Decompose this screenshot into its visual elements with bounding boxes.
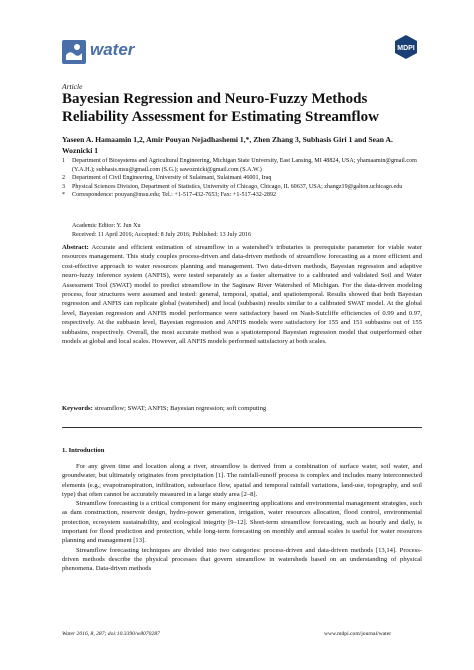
journal-logo-icon xyxy=(62,40,86,64)
article-type: Article xyxy=(62,82,83,91)
paragraph: For any given time and location along a river, streamflow is derived from a combination of surface water, soil water, and groundwater, but ultimately originates from precipitation [1]. The rainfall-runoff process is complex and includes many interconnected elements (e.g., evapotranspiration, infiltration, subsurface flow, spatial and temporal rainfall variations, land-use, topography, and soil type) that often cannot be accurately measured in a large study area [2–8]. xyxy=(62,463,422,498)
keywords xyxy=(62,405,422,412)
affiliations xyxy=(62,157,422,200)
paper-title: Bayesian Regression and Neuro-Fuzzy Methods Reliability Assessment for Estimating Streamflow xyxy=(62,91,379,125)
mdpi-logo-text: MDPI xyxy=(397,45,415,52)
paragraph: Streamflow forecasting techniques are divided into two categories: process-driven and data-driven methods [13,14]. Process-driven methods describe the physical processes that govern streamflow in watersheds based on an understanding of physical phenomena. Data-driven methods xyxy=(62,546,422,573)
affiliation-1: 1 Department of Biosystems and Agricultural Engineering, Michigan State University, East Lansing, MI 48824, USA; yhamaamin@gmail.com (Y.A.H.); subhasis.msu@gmail.com (S.G.); sawoznicki@gmail.com (S.A.W.) xyxy=(62,158,417,173)
intro-body xyxy=(62,462,422,574)
footer-url[interactable]: www.mdpi.com/journal/water xyxy=(324,631,392,637)
academic-editor: Academic Editor: Y. Jun Xu xyxy=(72,223,141,229)
affiliation-2: 2 Department of Civil Engineering, University of Sulaimani, Sulaimani 46001, Iraq xyxy=(62,175,272,182)
paragraph: Streamflow forecasting is a critical component for many engineering applications and environmental management strategies, such as dam construction, reservoir design, hydro-power generation, irrigation, water resources allocation, flood control, environmental protection, ecosystem sustainability, and ecological integrity [9–12]. Short-term streamflow forecasting, such as hourly and daily, is important for flood prediction and protection, while long-term forecasting on monthly and annual scales is useful for water resources planning and management [13]. xyxy=(62,500,422,545)
author-list: Yaseen A. Hamaamin 1,2, Amir Pouyan Nejadhashemi 1,*, Zhen Zhang 3, Subhasis Giri 1 and Sean A. Woznicki 1 xyxy=(62,135,393,155)
abstract xyxy=(62,243,422,346)
abstract-text: Accurate and efficient estimation of streamflow in a watershed’s tributaries is prerequisite parameter for viable water resources management. This study couples process-driven and data-driven methods of streamflow forecasting as a more efficient and cost-effective approach to water resources planning and management. Two data-driven methods, Bayesian regression and adaptive neuro-fuzzy inference system (ANFIS), were tested separately as a faster alternative to a calibrated and validated Soil and Water Assessment Tool (SWAT) model to predict streamflow in the Saginaw River Watershed of Michigan. For the data-driven modeling process, four structures were assumed and tested: general, temporal, spatial, and spatiotemporal. Results showed that both Bayesian regression and ANFIS can replicate global (watershed) and local (subbasin) results similar to a calibrated SWAT model. At the global level, Bayesian regression and ANFIS model performance were satisfactory based on Nash-Sutcliffe efficiencies of 0.99 and 0.97, respectively. At the subbasin level, Bayesian regression and ANFIS models were satisfactory for 155 and 151 subbasins out of 155 subbasins, respectively. Overall, the most accurate method was a spatiotemporal Bayesian regression model that outperformed other models at global and local scales. However, all ANFIS models performed satisfactory at both scales. xyxy=(62,244,422,346)
footer-citation: Water 2016, 8, 287; doi:10.3390/w8070287 xyxy=(62,631,160,637)
keywords-text: streamflow; SWAT; ANFIS; Bayesian regression; soft computing xyxy=(94,405,267,412)
mdpi-logo-icon xyxy=(393,34,419,60)
correspondence: * Correspondence: pouyan@msu.edu; Tel.: +1-517-432-7653; Fax: +1-517-432-2892 xyxy=(62,192,277,199)
publication-dates xyxy=(72,222,412,239)
journal-name: water xyxy=(90,40,135,59)
section-heading: 1. Introduction xyxy=(62,447,105,454)
abstract-label: Abstract: xyxy=(62,244,89,251)
divider xyxy=(62,427,422,428)
date-history: Received: 11 April 2016; Accepted: 8 July 2016; Published: 13 July 2016 xyxy=(72,231,252,238)
keywords-label: Keywords: xyxy=(62,405,93,412)
affiliation-3: 3 Physical Sciences Division, Department of Statistics, University of Chicago, Chicago, IL 60637, USA; zhangz19@galton.uchicago.edu xyxy=(62,183,403,190)
